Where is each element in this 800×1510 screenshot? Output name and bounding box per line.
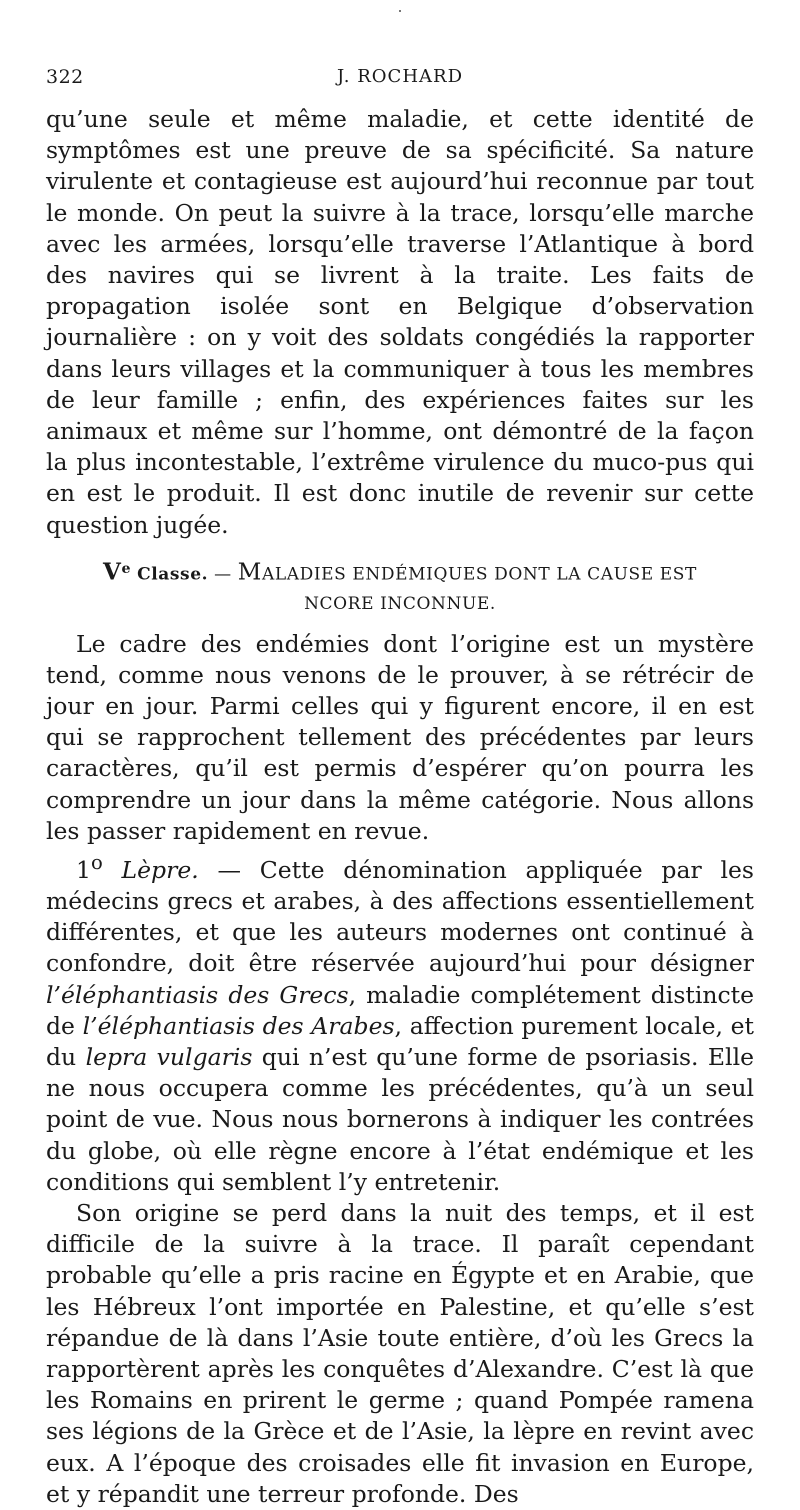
section-dash: — [214, 564, 232, 585]
page-body [46, 104, 754, 1510]
lepre-emph-3: lepra vulgaris [85, 1042, 253, 1071]
lepre-text-3: , affection purement locale, et du [46, 1011, 755, 1071]
section-heading [46, 555, 754, 619]
lepre-text-4: qui n’est qu’une forme de psoriasis. Elle ne nous occupera comme les précédentes, qu’à un seul point de vue. Nous nous bornerons à indiquer les contrées du globe, où elle règne encore à l’état endémique et les conditions qui semblent l’y entretenir. [46, 1042, 754, 1196]
section-title-line1: ALADIES ENDÉMIQUES DONT LA CAUSE EST [261, 564, 697, 585]
section-title-initial: M [237, 559, 262, 586]
paragraph-lepre [46, 847, 754, 1198]
section-number: V [102, 558, 122, 586]
lepre-emph-2: l’éléphantiasis des Arabes [82, 1011, 395, 1040]
section-class-label: Classe. [137, 564, 209, 585]
lepre-emph-1: l’éléphantiasis des Grecs [46, 980, 349, 1009]
paragraph-continued: qu’une seule et même maladie, et cette identité de symptômes est une preuve de sa spécificité. Sa nature virulente et contagieuse est aujourd’hui reconnue par tout le monde. On peut la suivre à la trace, lorsqu’elle marche avec les armées, lorsqu’elle traverse l’Atlantique à bord des navires qui se livrent à la traite. Les faits de propagation isolée sont en Belgique d’observation journalière : on y voit des soldats congédiés la rapporter dans leurs villages et la communiquer à tous les membres de leur famille ; enfin, des expériences faites sur les animaux et même sur l’homme, ont démontré de la façon la plus incontestable, l’extrême virulence du muco-pus qui en est le produit. Il est donc inutile de revenir sur cette question jugée. [46, 105, 754, 539]
scan-mark [399, 10, 401, 12]
lepre-text-1: — Cette dénomination appliquée par les médecins grecs et arabes, à des affections essentiellement différentes, et que les auteurs modernes ont continué à confondre, doit être réservée aujourd’hui pour désigner [46, 855, 754, 978]
item-number: 1 [76, 855, 91, 884]
item-number-sup: o [90, 850, 103, 874]
page-header [46, 66, 754, 94]
running-title: J. ROCHARD [336, 66, 464, 87]
section-title-line2: NCORE INCONNUE. [304, 593, 496, 614]
section-number-sup: e [121, 560, 132, 577]
page-number: 322 [46, 66, 84, 88]
paragraph-origin: Son origine se perd dans la nuit des temps, et il est difficile de la suivre à la trace. Il paraît cependant probable qu’elle a pris racine en Égypte et en Arabie, que les Hébreux l’ont importée en Palestine, et qu’elle s’est répandue de là dans l’Asie toute entière, d’où les Grecs la rapportèrent après les conquêtes d’Alexandre. C’est là que les Romains en prirent le germe ; quand Pompée ramena ses légions de la Grèce et de l’Asie, la lèpre en revint avec eux. A l’époque des croisades elle fit invasion en Europe, et y répandit une terreur profonde. Des [46, 1198, 754, 1508]
lepre-text-2: , maladie complétement distincte de [46, 980, 754, 1040]
paragraph-intro: Le cadre des endémies dont l’origine est un mystère tend, comme nous venons de le prouver, à se rétrécir de jour en jour. Parmi celles qui y figurent encore, il en est qui se rapprochent tellement des précédentes par leurs caractères, qu’il est permis d’espérer qu’on pourra les comprendre un jour dans la même catégorie. Nous allons les passer rapidement en revue. [46, 629, 754, 845]
item-term: Lèpre. [121, 855, 199, 884]
